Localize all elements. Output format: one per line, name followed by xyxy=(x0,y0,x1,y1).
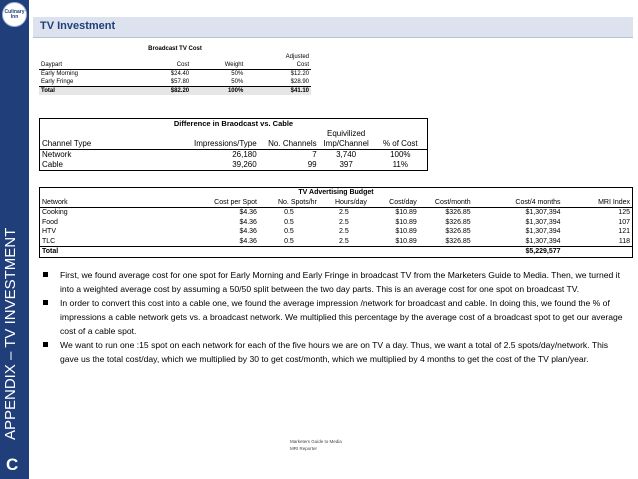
bullet-square-icon xyxy=(43,272,48,277)
page-title: TV Investment xyxy=(40,20,116,32)
col-spots-hr: No. Spots/hr xyxy=(259,198,319,208)
cell: $10.89 xyxy=(395,237,417,245)
col-cost-per-spot: Cost per Spot xyxy=(159,198,259,208)
cell: Cooking xyxy=(42,209,68,216)
broadcast-caption: Broadcast TV Cost xyxy=(148,46,202,52)
col-mri-index: MRI Index xyxy=(563,198,633,208)
col-cost: Cost xyxy=(137,61,191,70)
cell: $10.89 xyxy=(395,218,417,226)
equivilized-label: Equivilized xyxy=(326,129,366,138)
sources xyxy=(290,438,342,452)
cell: $24.40 xyxy=(170,71,190,77)
table-header-row xyxy=(39,61,311,70)
budget-caption: TV Advertising Budget xyxy=(298,189,374,196)
cell: 11% xyxy=(392,160,408,169)
cell: 100% xyxy=(390,150,411,159)
total-value: $5,229,577 xyxy=(473,247,563,258)
table-row xyxy=(40,208,633,218)
sidebar xyxy=(0,0,29,479)
source-line: MRI Reporter xyxy=(290,446,318,451)
col-no-channels: No. Channels xyxy=(259,139,319,150)
cell: $326.85 xyxy=(445,209,471,216)
broadcast-cost-table xyxy=(39,45,311,95)
list-item xyxy=(40,296,625,338)
col-hours-day: Hours/day xyxy=(319,198,369,208)
cell: 0.5 xyxy=(284,209,294,216)
col-channel-type: Channel Type xyxy=(40,139,159,150)
cell: Food xyxy=(42,218,58,226)
cell: 125 xyxy=(618,209,630,216)
cell: 2.5 xyxy=(339,209,349,216)
source-line: Marketers Guide to Media xyxy=(290,439,342,444)
cell: $326.85 xyxy=(445,228,471,235)
col-network: Network xyxy=(40,198,160,208)
bullet-text: We want to run one :15 spot on each network for each of the five hours we are on TV a day. Thus, we want a total of 2.5 spots/day/network. This gave us the total cost/day, which we multiplied by 30 to get cost/month, which we multiplied by 4 months to get the cost of the TV plan/year. xyxy=(60,340,609,364)
table-row xyxy=(40,227,633,237)
cell: 26,180 xyxy=(232,150,257,159)
cell: $82.20 xyxy=(137,87,191,96)
col-cost-day: Cost/day xyxy=(369,198,419,208)
cell: $4.36 xyxy=(239,209,257,216)
col-cost-month: Cost/month xyxy=(419,198,473,208)
cell: HTV xyxy=(42,228,56,235)
table-row xyxy=(40,237,633,247)
bullet-square-icon xyxy=(43,342,48,347)
table-subheader-row xyxy=(40,129,428,139)
cell: Early Morning xyxy=(41,71,79,77)
cell: $10.89 xyxy=(395,209,417,216)
table-header-row xyxy=(40,139,428,150)
table-row xyxy=(40,218,633,228)
col-weight: Weight xyxy=(191,61,245,70)
cell: 2.5 xyxy=(339,228,349,235)
total-row xyxy=(40,247,633,258)
cell: Network xyxy=(42,150,72,159)
cell: $4.36 xyxy=(239,237,257,245)
cell: 121 xyxy=(618,228,630,235)
col-cost-4months: Cost/4 months xyxy=(473,198,563,208)
cell: $1,307,394 xyxy=(525,218,561,226)
difference-caption: Difference in Braodcast vs. Cable xyxy=(173,119,294,128)
cell: $4.36 xyxy=(239,218,257,226)
table-header-row xyxy=(40,198,633,208)
sidebar-title-wrap xyxy=(2,227,28,440)
col-adjusted-cost: Cost xyxy=(245,61,311,70)
cell: 107 xyxy=(618,218,630,226)
cell: $41.10 xyxy=(245,87,311,96)
table-caption-row xyxy=(40,119,428,130)
difference-table xyxy=(39,118,428,171)
sidebar-title: APPENDIX – TV INVESTMENT xyxy=(2,227,19,440)
col-imp-channel: Imp/Channel xyxy=(319,139,374,150)
cell: $1,307,394 xyxy=(525,209,561,216)
cell: $326.85 xyxy=(445,218,471,226)
bullet-list xyxy=(40,268,625,366)
table-row xyxy=(39,70,311,79)
table-caption-row xyxy=(39,45,311,53)
table-subheader-row xyxy=(39,53,311,61)
total-row xyxy=(39,87,311,96)
total-label: Total xyxy=(40,247,160,258)
col-daypart: Daypart xyxy=(39,61,137,70)
cell: 50% xyxy=(231,71,244,77)
cell: $10.89 xyxy=(395,228,417,235)
cell: 7 xyxy=(312,150,317,159)
cell: 2.5 xyxy=(339,218,349,226)
logo xyxy=(2,2,27,27)
cell: 397 xyxy=(339,160,353,169)
cell: Total xyxy=(39,87,137,96)
cell: 0.5 xyxy=(284,237,294,245)
cell: 99 xyxy=(307,160,317,169)
cell: TLC xyxy=(42,237,56,245)
cell: 50% xyxy=(231,79,244,85)
cell: 39,260 xyxy=(232,160,257,169)
header-bar xyxy=(33,17,633,38)
cell: 2.5 xyxy=(339,237,349,245)
col-pct-cost: % of Cost xyxy=(374,139,428,150)
cell: $1,307,394 xyxy=(525,237,561,245)
cell: $28.90 xyxy=(290,79,309,85)
table-row xyxy=(39,78,311,87)
cell: $326.85 xyxy=(445,237,471,245)
cell: 3,740 xyxy=(336,150,357,159)
bullet-text: First, we found average cost for one spot for Early Morning and Early Fringe in broadcast TV from the Marketers Guide to Media. Then, we turned it into a weighted average cost by assuming a 50/50 split between the two day parts. This is an average cost for one spot on broadcast TV. xyxy=(60,270,620,294)
logo-text: Culinary Inn xyxy=(4,8,25,20)
budget-table xyxy=(39,187,633,258)
cell: 0.5 xyxy=(284,218,294,226)
cell: $1,307,394 xyxy=(525,228,561,235)
table-row xyxy=(40,160,428,171)
section-letter: C xyxy=(6,455,19,474)
list-item xyxy=(40,268,625,296)
adjusted-label: Adjusted xyxy=(285,54,309,60)
col-impressions: Impressions/Type xyxy=(159,139,259,150)
list-item xyxy=(40,338,625,366)
cell: $4.36 xyxy=(239,228,257,235)
bullet-text: In order to convert this cost into a cable one, we found the average impression /network for broadcast and cable. In doing this, we found the % of impressions a cable network gets vs. a broadcast network. We multiplied this percentage by the average cost of a broadcast spot to get our average cost of a cable spot. xyxy=(60,298,623,336)
cell: Cable xyxy=(42,160,63,169)
bullet-square-icon xyxy=(43,300,48,305)
table-caption-row xyxy=(40,188,633,198)
cell: Early Fringe xyxy=(41,79,74,85)
cell: 118 xyxy=(618,237,630,245)
cell: 0.5 xyxy=(284,228,294,235)
cell: $12.20 xyxy=(290,71,309,77)
cell: 100% xyxy=(191,87,245,96)
cell: $57.80 xyxy=(170,79,190,85)
table-row xyxy=(40,150,428,161)
